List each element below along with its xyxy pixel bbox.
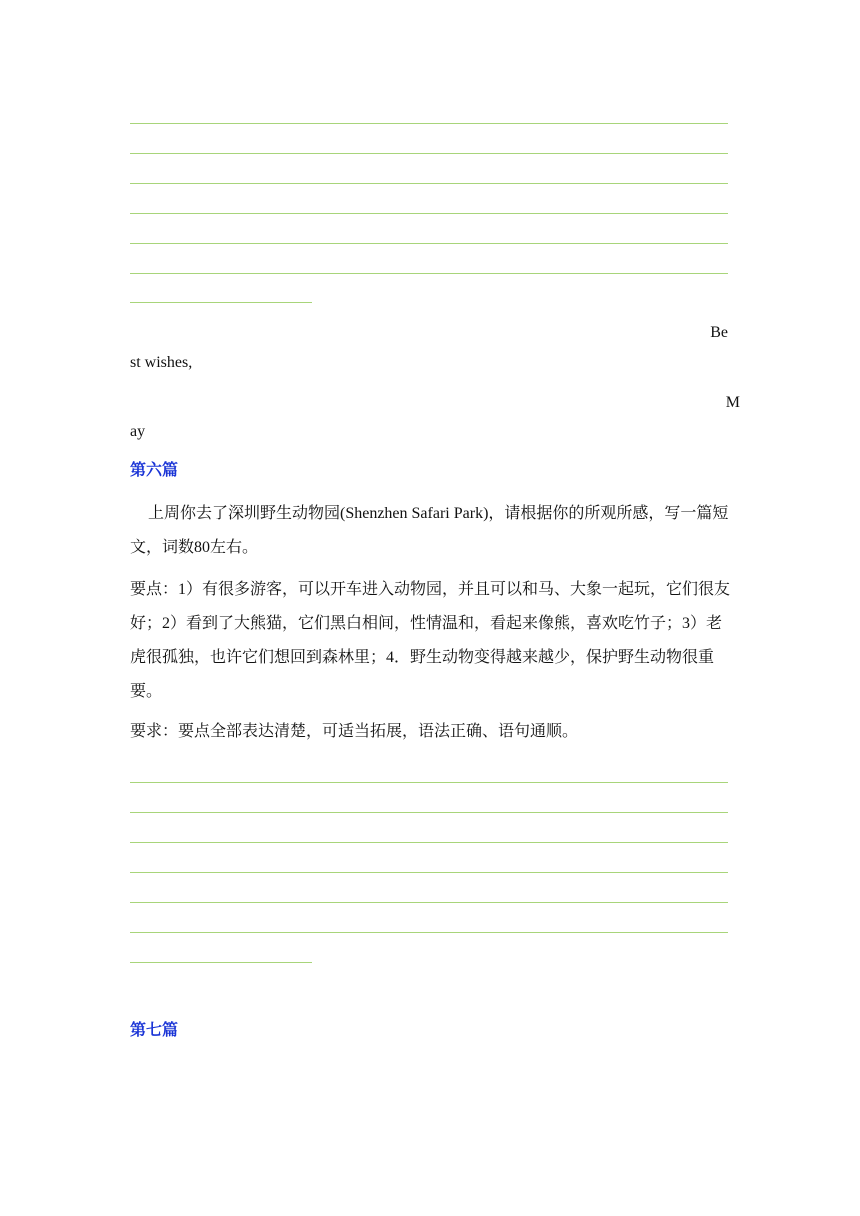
writing-line <box>130 872 728 873</box>
writing-line <box>130 123 728 124</box>
closing-fragment: Be <box>710 324 728 341</box>
section-heading: 第六篇 <box>130 462 179 479</box>
writing-line <box>130 782 728 783</box>
writing-line <box>130 183 728 184</box>
writing-line <box>130 812 728 813</box>
writing-line <box>130 842 728 843</box>
signature-fragment: M <box>725 394 740 411</box>
writing-prompt: 上周你去了深圳野生动物园(Shenzhen Safari Park)，请根据你的所观所感，写一篇短文，词数80左右。 <box>130 505 729 556</box>
writing-line-short <box>130 962 312 963</box>
writing-line <box>130 902 728 903</box>
closing-text: st wishes, <box>130 354 193 371</box>
requirements: 要求：要点全部表达清楚，可适当拓展，语法正确、语句通顺。 <box>130 723 579 740</box>
writing-line <box>130 932 728 933</box>
writing-line <box>130 243 728 244</box>
writing-line <box>130 273 728 274</box>
writing-line-short <box>130 302 312 303</box>
signature-text: ay <box>130 423 146 440</box>
writing-line <box>130 213 728 214</box>
writing-line <box>130 153 728 154</box>
section-heading: 第七篇 <box>130 1022 179 1039</box>
key-points: 要点：1）有很多游客，可以开车进入动物园，并且可以和马、大象一起玩，它们很友好；2）看到了大熊猫，它们黑白相间，性情温和，看起来像熊，喜欢吃竹子；3）老虎很孤独，也许它们想回到森林里；4．野生动物变得越来越少，保护野生动物很重要。 <box>130 581 731 700</box>
